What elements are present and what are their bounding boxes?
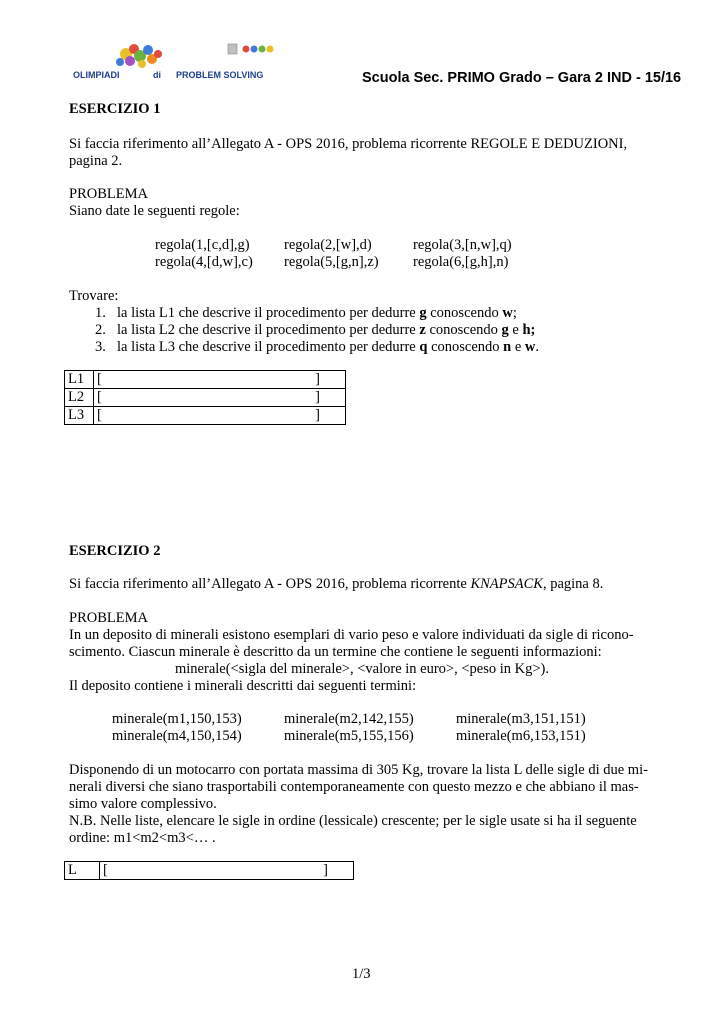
exercise-2-text-1: In un deposito di minerali esistono esemplari di vario peso e valore individuati da sigle di ricono- [69, 627, 634, 643]
logo-text-olimpiadi: OLIMPIADI [73, 70, 120, 80]
task-item-2: 2. la lista L2 che descrive il procedimento per dedurre z conoscendo g e h; [95, 322, 536, 338]
page-header-title: Scuola Sec. PRIMO Grado – Gara 2 IND - 15/16 [362, 70, 682, 86]
mineral-4: minerale(m4,150,154) [112, 728, 242, 744]
rule-2: regola(2,[w],d) [284, 237, 372, 253]
exercise-2-note-2: ordine: m1<m2<m3<… . [69, 830, 216, 846]
exercise-2-question-2: nerali diversi che siano trasportabili contemporaneamente con questo mezzo e che abbiano il mas- [69, 779, 639, 795]
exercise-2-problem-label: PROBLEMA [69, 610, 148, 626]
logo-graphic [68, 40, 283, 70]
mineral-3: minerale(m3,151,151) [456, 711, 586, 727]
exercise-2-note-1: N.B. Nelle liste, elencare le sigle in ordine (lessicale) crescente; per le sigle usate si ha il seguente [69, 813, 637, 829]
exercise-1-answer-table [64, 370, 346, 425]
exercise-2-text-4: Il deposito contiene i minerali descritti dai seguenti termini: [69, 678, 417, 694]
find-label: Trovare: [69, 288, 119, 304]
exercise-1-reference-cont: pagina 2. [69, 153, 123, 169]
exercise-1-problem-label: PROBLEMA [69, 186, 148, 202]
rule-6: regola(6,[g,h],n) [413, 254, 509, 270]
exercise-1-reference: Si faccia riferimento all’Allegato A - OPS 2016, problema ricorrente REGOLE E DEDUZIONI, [69, 136, 628, 152]
answer-label: L2 [65, 389, 94, 407]
exercise-2-term-format: minerale(<sigla del minerale>, <valore in euro>, <peso in Kg>). [175, 661, 549, 677]
task-number: 3. [95, 339, 106, 355]
answer-row-l3 [65, 407, 346, 425]
answer-field-l[interactable]: [ ] [100, 862, 354, 880]
answer-field-l2[interactable]: [ ] [94, 389, 346, 407]
exercise-2-question-3: simo valore complessivo. [69, 796, 217, 812]
logo-text-problem-solving: PROBLEM SOLVING [176, 70, 264, 80]
mineral-5: minerale(m5,155,156) [284, 728, 414, 744]
answer-label: L1 [65, 371, 94, 389]
answer-field-l3[interactable]: [ ] [94, 407, 346, 425]
rule-5: regola(5,[g,n],z) [284, 254, 379, 270]
mineral-1: minerale(m1,150,153) [112, 711, 242, 727]
exercise-2-question-1: Disponendo di un motocarro con portata massima di 305 Kg, trovare la lista L delle sigle di due mi- [69, 762, 648, 778]
rule-1: regola(1,[c,d],g) [155, 237, 250, 253]
task-item-3: 3. la lista L3 che descrive il procedimento per dedurre q conoscendo n e w. [95, 339, 540, 355]
exercise-2-heading: ESERCIZIO 2 [69, 543, 161, 559]
ops-logo [68, 40, 283, 82]
exercise-1-intro: Siano date le seguenti regole: [69, 203, 240, 219]
page-number: 1/3 [352, 966, 371, 982]
answer-label: L [65, 862, 100, 880]
answer-row-l [65, 862, 354, 880]
task-number: 1. [95, 305, 106, 321]
exercise-2-answer-table [64, 861, 354, 880]
task-item-1: 1. la lista L1 che descrive il procedimento per dedurre g conoscendo w; [95, 305, 517, 321]
answer-field-l1[interactable]: [ ] [94, 371, 346, 389]
answer-label: L3 [65, 407, 94, 425]
exercise-2-text-2: scimento. Ciascun minerale è descritto da un termine che contiene le seguenti informazioni: [69, 644, 602, 660]
rule-3: regola(3,[n,w],q) [413, 237, 512, 253]
answer-row-l1 [65, 371, 346, 389]
task-number: 2. [95, 322, 106, 338]
logo-text-di: di [153, 70, 161, 80]
mineral-6: minerale(m6,153,151) [456, 728, 586, 744]
mineral-2: minerale(m2,142,155) [284, 711, 414, 727]
rule-4: regola(4,[d,w],c) [155, 254, 253, 270]
exercise-1-heading: ESERCIZIO 1 [69, 101, 161, 117]
exercise-2-reference: Si faccia riferimento all’Allegato A - OPS 2016, problema ricorrente KNAPSACK, pagina 8. [69, 576, 604, 592]
answer-row-l2 [65, 389, 346, 407]
